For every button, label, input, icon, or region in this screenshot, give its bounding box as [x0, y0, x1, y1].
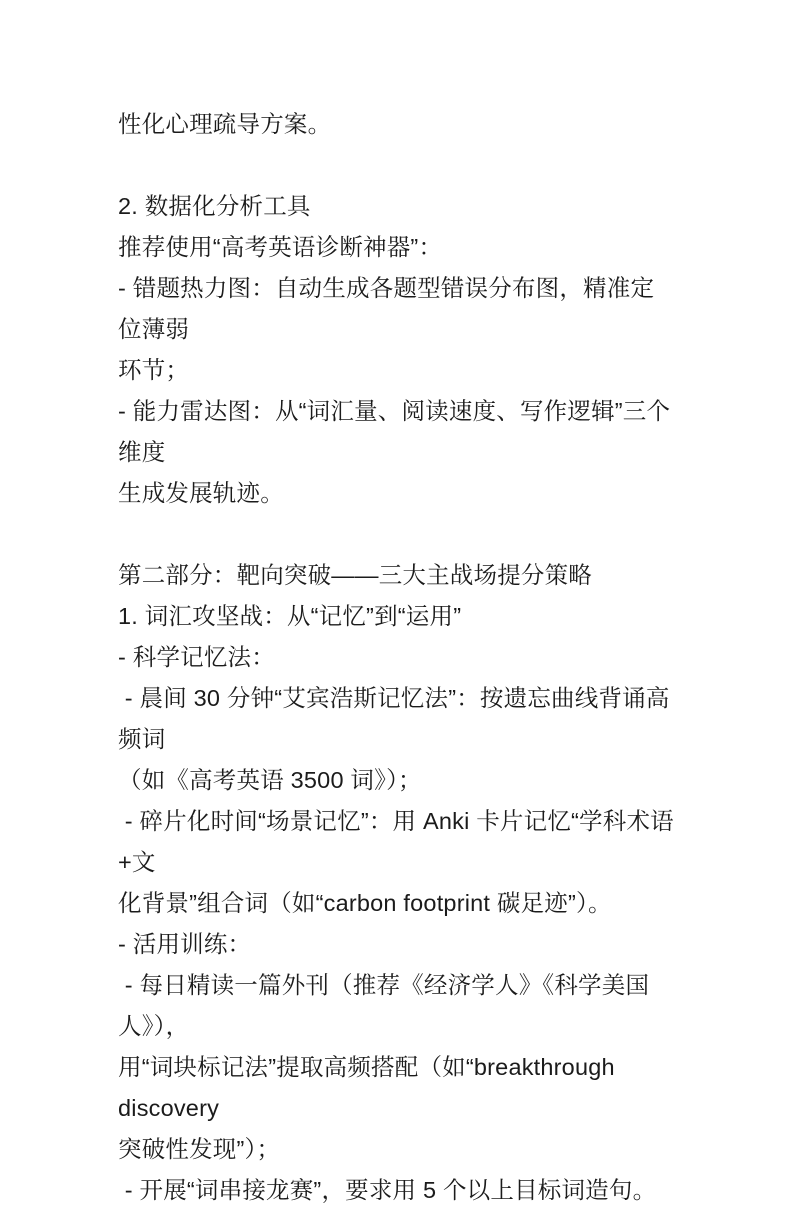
text-line: - 能力雷达图：从“词汇量、阅读速度、写作逻辑”三个维度 — [118, 398, 671, 465]
text-line: 2. 数据化分析工具 — [118, 193, 311, 219]
text-line: 化背景”组合词（如“carbon footprint 碳足迹”）。 — [118, 890, 612, 916]
text-line: 第二部分：靶向突破——三大主战场提分策略 — [118, 562, 592, 588]
text-line: - 碎片化时间“场景记忆”：用 Anki 卡片记忆“学科术语+文 — [118, 808, 674, 875]
blank-line — [118, 514, 677, 555]
text-line: - 每日精读一篇外刊（推荐《经济学人》《科学美国人》）， — [118, 972, 650, 1039]
text-line: 1. 词汇攻坚战：从“记忆”到“运用” — [118, 603, 462, 629]
text-line: - 晨间 30 分钟“艾宾浩斯记忆法”：按遗忘曲线背诵高频词 — [118, 685, 670, 752]
text-line: - 错题热力图：自动生成各题型错误分布图，精准定位薄弱 — [118, 275, 655, 342]
text-line: - 科学记忆法： — [118, 644, 275, 670]
text-line: 突破性发现”）； — [118, 1136, 281, 1162]
blank-line — [118, 145, 677, 186]
text-line: 推荐使用“高考英语诊断神器”： — [118, 234, 443, 260]
text-line: 环节； — [118, 357, 190, 383]
text-line: 用“词块标记法”提取高频搭配（如“breakthrough discovery — [118, 1054, 622, 1121]
text-line: （如《高考英语 3500 词》）； — [118, 767, 422, 793]
text-line: - 开展“词串接龙赛”，要求用 5 个以上目标词造句。 — [118, 1177, 657, 1203]
text-line: - 活用训练： — [118, 931, 252, 957]
text-line: 生成发展轨迹。 — [118, 480, 284, 506]
text-line: 性化心理疏导方案。 — [118, 111, 332, 137]
